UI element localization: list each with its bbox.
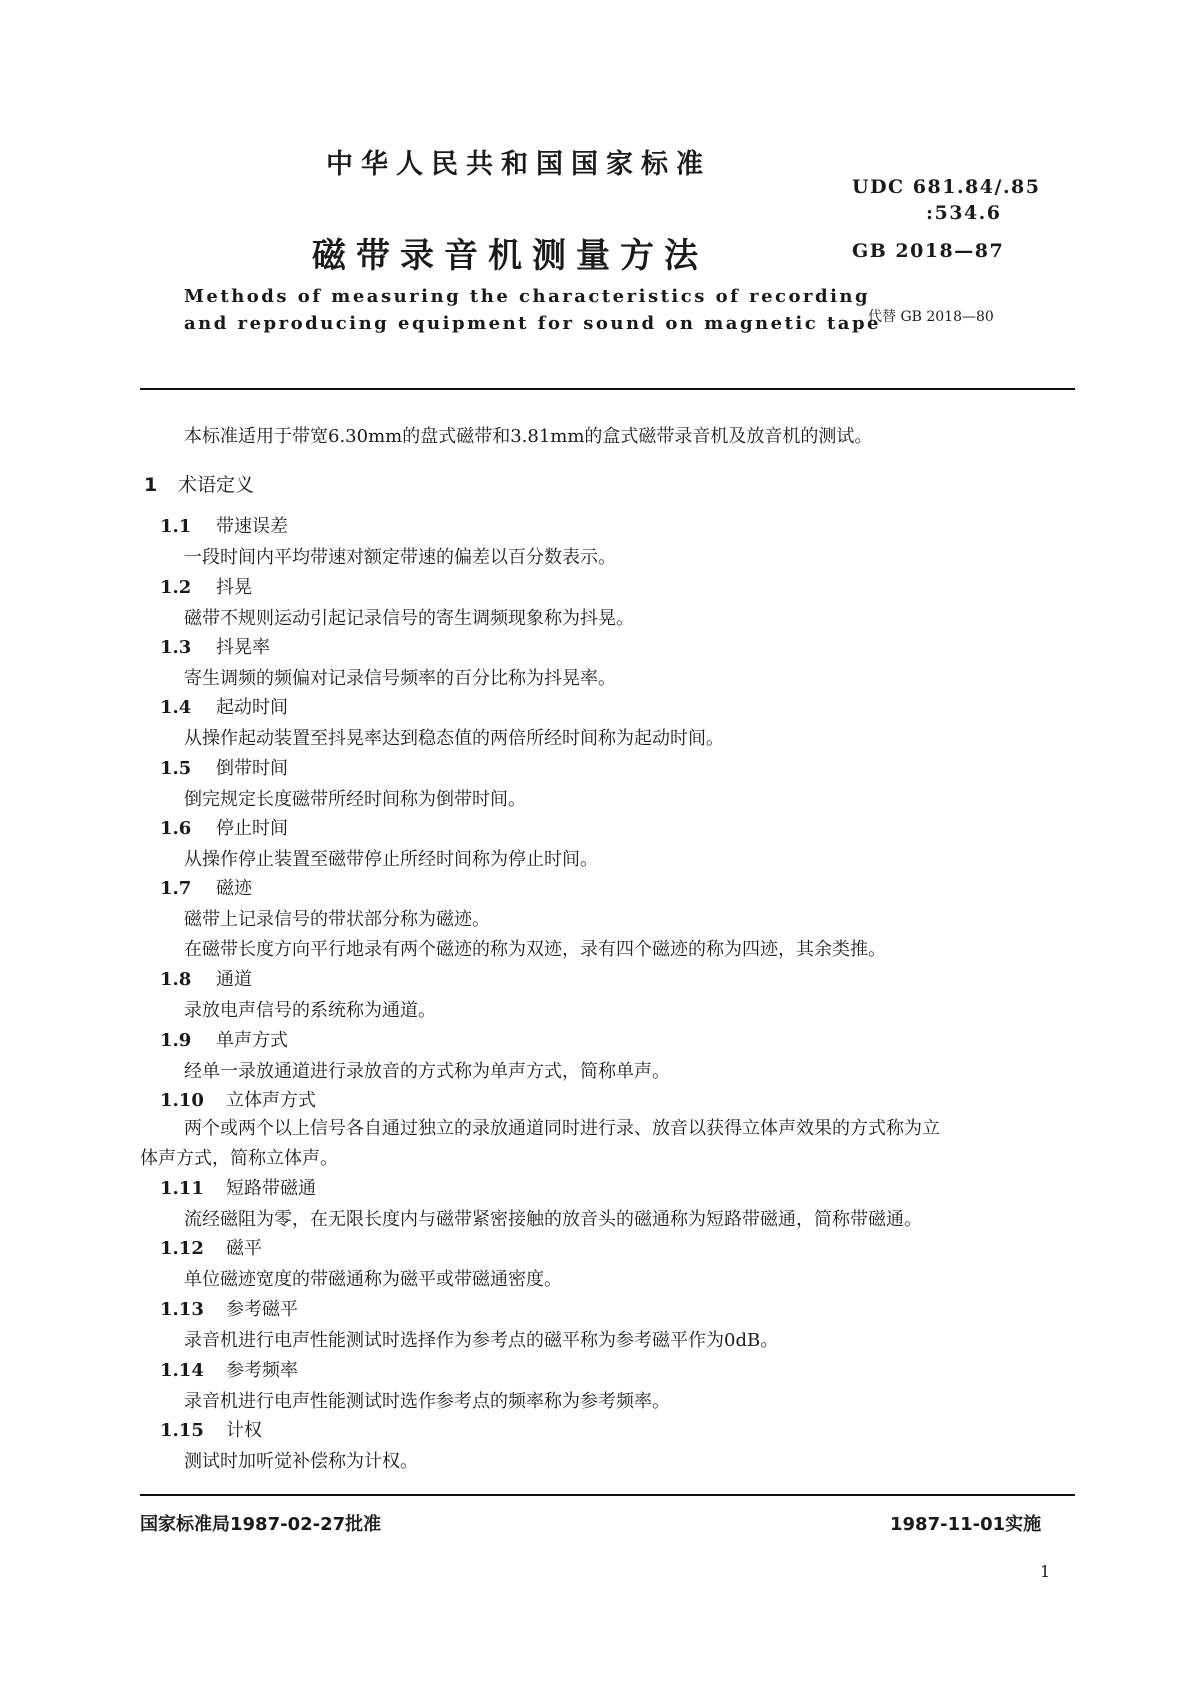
term-definition: 录音机进行电声性能测试时选择作为参考点的磁平称为参考磁平作为0dB。 [184, 1330, 779, 1351]
section-number: 1 [144, 474, 158, 496]
term-number: 1.12 [160, 1238, 204, 1259]
term-number: 1.13 [160, 1299, 204, 1320]
term-definition: 倒完规定长度磁带所经时间称为倒带时间。 [184, 789, 526, 810]
term-heading [160, 1295, 298, 1321]
term-definition: 一段时间内平均带速对额定带速的偏差以百分数表示。 [184, 547, 616, 568]
term-number: 1.7 [160, 878, 192, 899]
document-title-en-line2: and reproducing equipment for sound on magnetic tape [184, 313, 881, 334]
term-number: 1.9 [160, 1030, 192, 1051]
term-heading [160, 1416, 262, 1442]
footer-divider [140, 1494, 1075, 1496]
term-definition-continued: 体声方式，简称立体声。 [140, 1148, 338, 1169]
term-definition: 测试时加听觉补偿称为计权。 [184, 1451, 418, 1472]
term-definition: 流经磁阻为零，在无限长度内与磁带紧密接触的放音头的磁通称为短路带磁通，简称带磁通。 [184, 1209, 922, 1230]
term-number: 1.2 [160, 577, 192, 598]
term-definition: 在磁带长度方向平行地录有两个磁迹的称为双迹，录有四个磁迹的称为四迹，其余类推。 [184, 939, 886, 960]
udc-code-line2: :534.6 [926, 202, 1002, 224]
term-name: 磁迹 [216, 878, 252, 899]
approval-date: 国家标准局1987-02-27批准 [140, 1514, 382, 1535]
term-definition: 单位磁迹宽度的带磁通称为磁平或带磁通密度。 [184, 1269, 562, 1290]
term-definition: 磁带不规则运动引起记录信号的寄生调频现象称为抖晃。 [184, 608, 634, 629]
scope-paragraph: 本标准适用于带宽6.30mm的盘式磁带和3.81mm的盒式磁带录音机及放音机的测试。 [184, 426, 873, 447]
term-definition: 磁带上记录信号的带状部分称为磁迹。 [184, 909, 490, 930]
term-name: 带速误差 [216, 516, 288, 537]
term-name: 通道 [216, 969, 252, 990]
term-name: 立体声方式 [226, 1090, 316, 1111]
term-number: 1.11 [160, 1178, 204, 1199]
section-title: 术语定义 [178, 474, 255, 496]
term-definition: 从操作起动装置至抖晃率达到稳态值的两倍所经时间称为起动时间。 [184, 728, 724, 749]
effective-date: 1987-11-01实施 [890, 1514, 1042, 1535]
term-definition: 从操作停止装置至磁带停止所经时间称为停止时间。 [184, 849, 598, 870]
term-number: 1.8 [160, 969, 192, 990]
term-heading [160, 573, 252, 599]
term-number: 1.15 [160, 1420, 204, 1441]
term-heading [160, 693, 288, 719]
term-number: 1.10 [160, 1090, 204, 1111]
term-name: 参考频率 [226, 1360, 298, 1381]
term-heading [160, 965, 252, 991]
term-number: 1.14 [160, 1360, 204, 1381]
term-name: 单声方式 [216, 1030, 288, 1051]
term-heading [160, 1234, 262, 1260]
term-heading [160, 1174, 316, 1200]
term-heading [160, 1026, 288, 1052]
term-heading [160, 754, 288, 780]
term-definition: 录放电声信号的系统称为通道。 [184, 1000, 436, 1021]
header-divider [140, 388, 1075, 390]
term-definition: 经单一录放通道进行录放音的方式称为单声方式，简称单声。 [184, 1061, 670, 1082]
term-name: 倒带时间 [216, 758, 288, 779]
term-heading [160, 1086, 316, 1112]
section-heading [144, 470, 254, 497]
term-definition: 录音机进行电声性能测试时选作参考点的频率称为参考频率。 [184, 1391, 670, 1412]
issuing-body-title: 中华人民共和国国家标准 [326, 149, 711, 180]
term-name: 起动时间 [216, 697, 288, 718]
term-heading [160, 814, 288, 840]
term-heading [160, 633, 270, 659]
replaces-standard: 代替 GB 2018—80 [868, 309, 994, 325]
term-name: 抖晃 [216, 577, 252, 598]
term-heading [160, 512, 288, 538]
document-title-cn: 磁带录音机测量方法 [312, 236, 708, 276]
term-number: 1.6 [160, 818, 192, 839]
term-name: 停止时间 [216, 818, 288, 839]
term-heading [160, 1356, 298, 1382]
standard-number: GB 2018—87 [852, 240, 1005, 262]
term-name: 磁平 [226, 1238, 262, 1259]
term-name: 抖晃率 [216, 637, 270, 658]
term-name: 参考磁平 [226, 1299, 298, 1320]
term-definition: 寄生调频的频偏对记录信号频率的百分比称为抖晃率。 [184, 668, 616, 689]
page-number: 1 [1040, 1562, 1051, 1581]
term-name: 短路带磁通 [226, 1178, 316, 1199]
document-title-en-line1: Methods of measuring the characteristics of recording [184, 286, 871, 307]
term-number: 1.3 [160, 637, 192, 658]
term-number: 1.1 [160, 516, 192, 537]
term-name: 计权 [226, 1420, 262, 1441]
term-heading [160, 874, 252, 900]
term-number: 1.4 [160, 697, 192, 718]
term-definition: 两个或两个以上信号各自通过独立的录放通道同时进行录、放音以获得立体声效果的方式称为立 [184, 1118, 940, 1139]
term-number: 1.5 [160, 758, 192, 779]
udc-code-line1: UDC 681.84/.85 [852, 176, 1041, 198]
